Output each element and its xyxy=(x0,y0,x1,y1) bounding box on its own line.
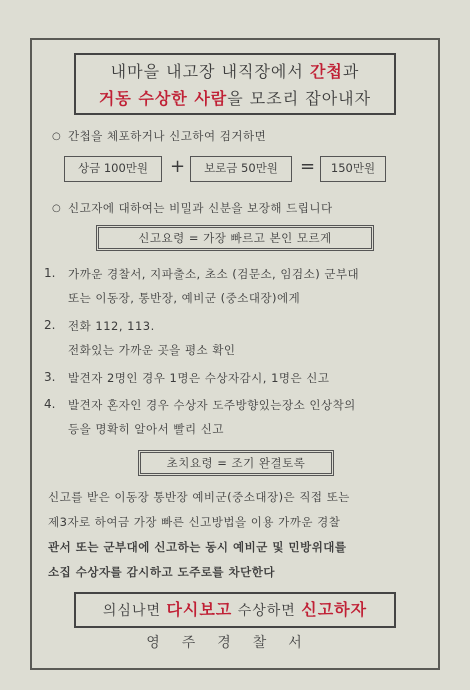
total-box: 150만원 xyxy=(320,156,386,182)
step-3-line-1: 발견자 2명인 경우 1명은 수상자감시, 1명은 신고 xyxy=(68,371,330,385)
bullet-icon: ○ xyxy=(52,131,61,142)
slogan-text: 의심나면 xyxy=(102,603,167,619)
equals-sign: = xyxy=(300,156,316,177)
title-text: 과 xyxy=(342,62,360,81)
action-heading: 초치요령 = 조기 완결토록 xyxy=(166,456,306,470)
title-highlight: 간첩 xyxy=(309,62,343,81)
action-text-line-2: 제3자로 하여금 가장 빠른 신고방법을 이용 가까운 경찰 xyxy=(48,515,341,529)
compensation-box: 보로금 50만원 xyxy=(190,156,292,182)
title-line-1 xyxy=(76,58,394,85)
title-box xyxy=(74,53,396,115)
step-number: 3. xyxy=(44,370,56,384)
step-4-line-2: 등을 명확히 알아서 빨리 신고 xyxy=(68,422,224,436)
step-number: 4. xyxy=(44,397,56,411)
title-highlight: 거동 수상한 사람 xyxy=(98,89,228,108)
issuer-name: 영주경찰서 xyxy=(146,635,324,651)
slogan-highlight: 신고하자 xyxy=(301,600,368,619)
step-2-line-1: 전화 112, 113. xyxy=(68,319,155,333)
prize-box: 상금 100만원 xyxy=(64,156,162,182)
bullet-icon: ○ xyxy=(52,203,61,214)
step-4-line-1: 발견자 혼자인 경우 수상자 도주방향있는장소 인상착의 xyxy=(68,398,356,412)
secrecy-text: 신고자에 대하여는 비밀과 신분을 보장해 드립니다 xyxy=(68,201,333,215)
step-1-line-2: 또는 이동장, 통반장, 예비군 (중소대장)에게 xyxy=(68,291,301,305)
plus-sign: + xyxy=(170,156,186,177)
report-heading: 신고요령 = 가장 빠르고 본인 모르게 xyxy=(138,231,332,245)
step-number: 1. xyxy=(44,266,56,280)
title-text: 내마을 내고장 내직장에서 xyxy=(110,62,310,81)
step-1-line-1: 가까운 경찰서, 지파출소, 초소 (검문소, 임검소) 군부대 xyxy=(68,267,360,281)
action-text-line-1: 신고를 받은 이동장 통반장 예비군(중소대장)은 직접 또는 xyxy=(48,490,350,504)
slogan-box xyxy=(74,592,396,628)
title-text: 을 모조리 잡아내자 xyxy=(227,89,372,108)
action-text-line-3: 관서 또는 군부대에 신고하는 동시 예비군 및 민방위대를 xyxy=(48,540,347,554)
reward-intro: 간첩을 체포하거나 신고하여 검거하면 xyxy=(68,129,267,143)
title-line-2 xyxy=(76,85,394,112)
slogan-text: 수상하면 xyxy=(232,603,302,619)
step-2-line-2: 전화있는 가까운 곳을 평소 확인 xyxy=(68,343,236,357)
slogan-highlight: 다시보고 xyxy=(166,600,233,619)
step-number: 2. xyxy=(44,318,56,332)
action-text-line-4: 소집 수상자를 감시하고 도주로를 차단한다 xyxy=(48,565,275,579)
